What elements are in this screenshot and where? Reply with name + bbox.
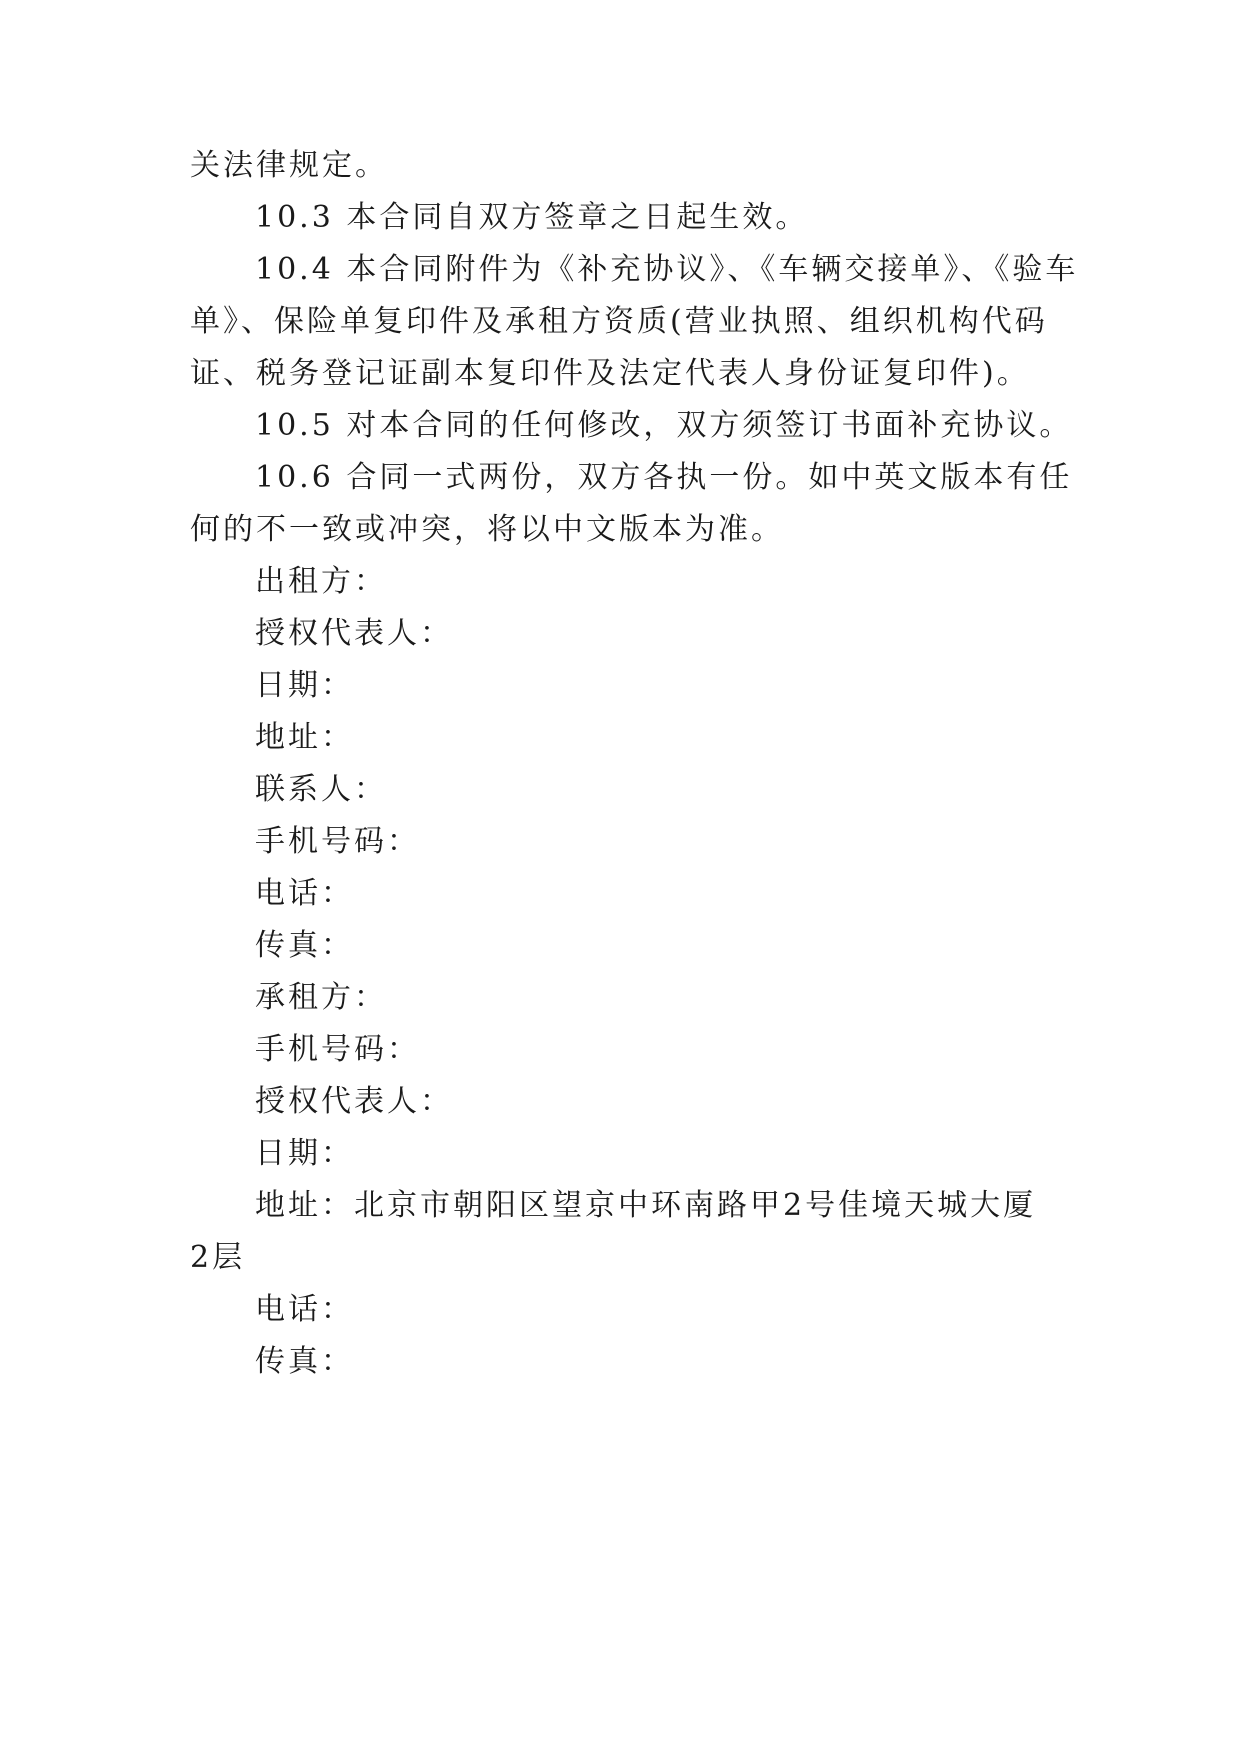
clause-10-4-line-1: 10.4 本合同附件为《补充协议》、《车辆交接单》、《验车 xyxy=(255,252,1079,287)
clause-10-6-line-2: 何的不一致或冲突，将以中文版本为准。 xyxy=(190,512,784,547)
lessee-phone-label: 电话： xyxy=(255,1292,354,1327)
clause-10-4-line-2: 单》、保险单复印件及承租方资质(营业执照、组织机构代码 xyxy=(190,304,1048,339)
clause-10-4-line-3: 证、税务登记证副本复印件及法定代表人身份证复印件)。 xyxy=(190,356,1030,391)
lessor-party-label: 出租方： xyxy=(255,564,387,599)
lessor-fax-label: 传真： xyxy=(255,928,354,963)
lessor-mobile-label: 手机号码： xyxy=(255,824,420,859)
lessor-authorized-rep-label: 授权代表人： xyxy=(255,616,453,651)
lessee-address-line-2: 2层 xyxy=(190,1240,246,1275)
lessee-fax-label: 传真： xyxy=(255,1344,354,1379)
lessee-address-line-1: 地址：北京市朝阳区望京中环南路甲2号佳境天城大厦 xyxy=(255,1188,1037,1223)
clause-10-6-line-1: 10.6 合同一式两份，双方各执一份。如中英文版本有任 xyxy=(255,460,1073,495)
clause-10-2-continuation: 关法律规定。 xyxy=(190,148,388,183)
lessee-mobile-label: 手机号码： xyxy=(255,1032,420,1067)
lessor-contact-label: 联系人： xyxy=(255,772,387,807)
lessee-party-label: 承租方： xyxy=(255,980,387,1015)
lessee-date-label: 日期： xyxy=(255,1136,354,1171)
lessor-phone-label: 电话： xyxy=(255,876,354,911)
clause-10-3: 10.3 本合同自双方签章之日起生效。 xyxy=(255,200,809,235)
lessor-date-label: 日期： xyxy=(255,668,354,703)
lessee-authorized-rep-label: 授权代表人： xyxy=(255,1084,453,1119)
clause-10-5: 10.5 对本合同的任何修改，双方须签订书面补充协议。 xyxy=(255,408,1073,443)
lessor-address-label: 地址： xyxy=(255,720,354,755)
